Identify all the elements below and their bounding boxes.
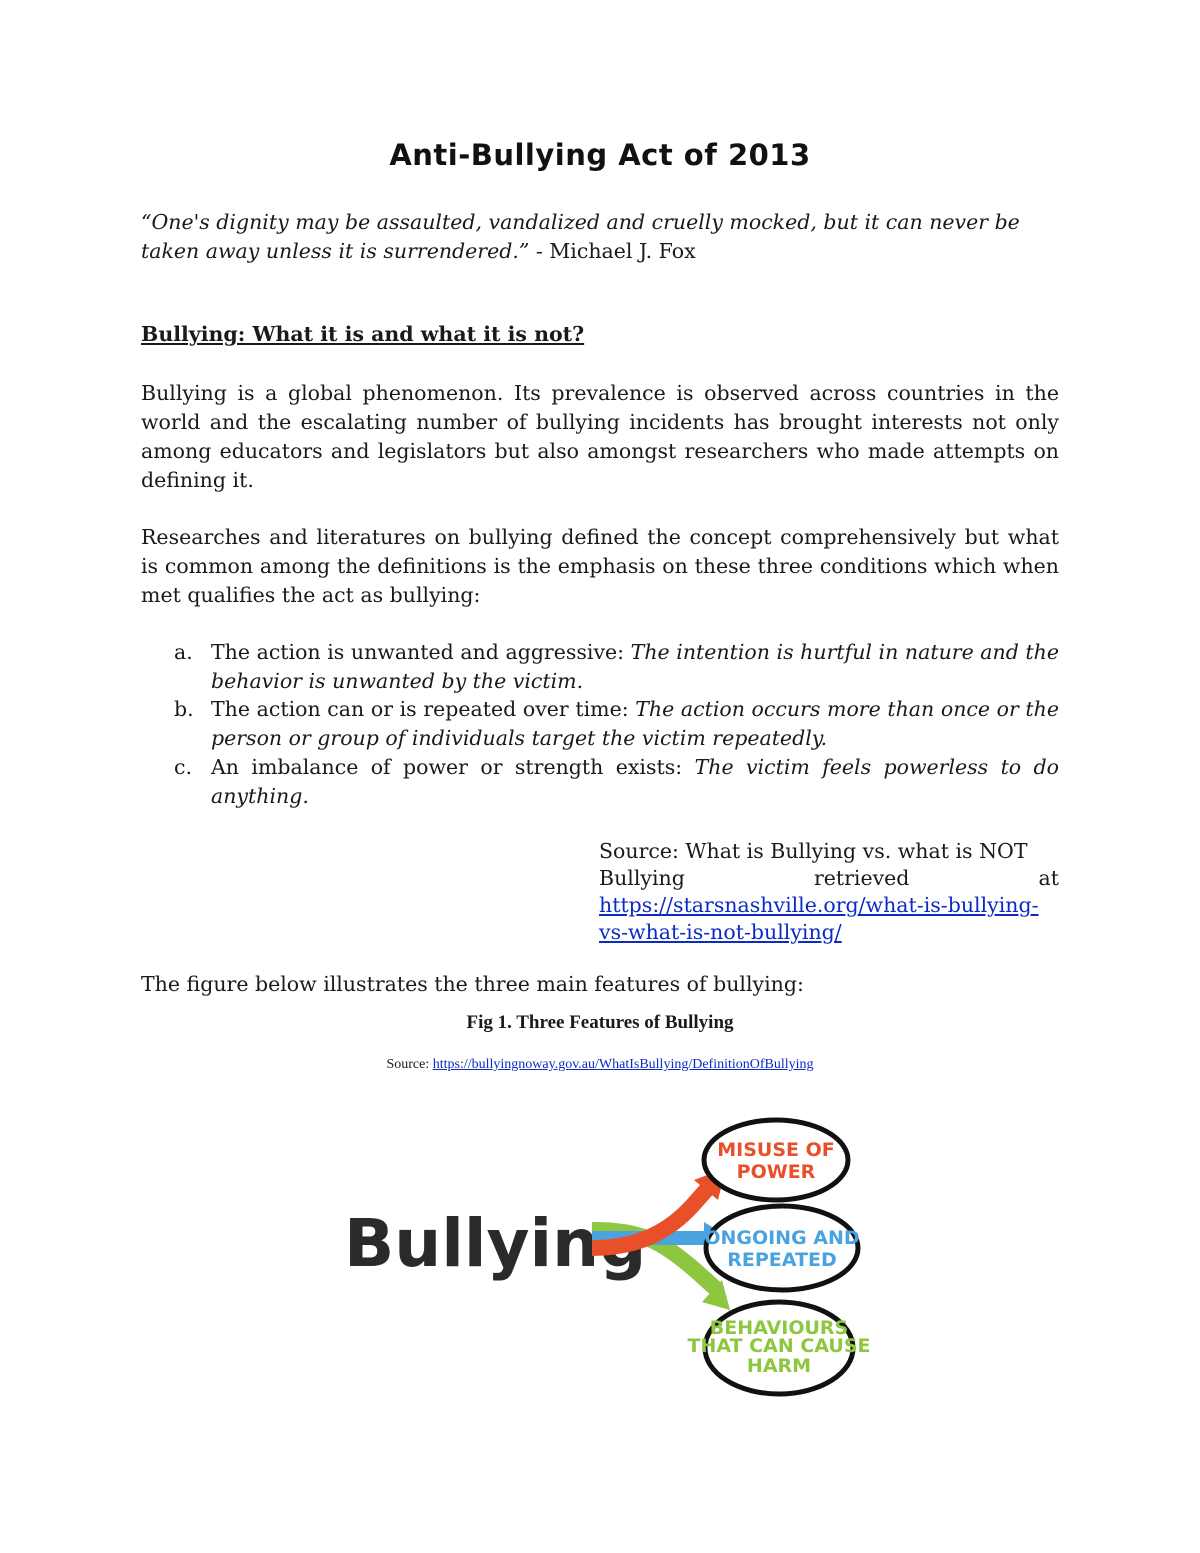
source-link[interactable] [599, 892, 1059, 946]
paragraph-global-phenomenon: Bullying is a global phenomenon. Its prevalence is observed across countries in the world and the escalating number of bullying incidents has brought interests not only among educators and legislators but also amongst researchers who made attempts on defining it. [141, 381, 1059, 492]
feature-bubble-ongoing-and-repeated [704, 1206, 859, 1290]
source-line-1: Source: What is Bullying vs. what is NOT [599, 839, 1028, 863]
figure-intro: The figure below illustrates the three main features of bullying: [141, 972, 804, 996]
condition-lead: An imbalance of power or strength exists: [211, 754, 695, 779]
condition-detail: The action occurs more than once or the person or group of individuals target the victim repeatedly. [211, 697, 1059, 751]
feature-bubble-behaviours-that-can-cause-harm [688, 1302, 871, 1394]
condition-lead: The action is unwanted and aggressive: [211, 640, 631, 664]
diagram-word: Bullying [344, 1205, 647, 1282]
list-marker: a. [174, 640, 193, 664]
opening-quote [141, 208, 1059, 266]
feature-1-line-2: POWER [736, 1161, 816, 1183]
section-heading: Bullying: What it is and what it is not? [141, 322, 585, 346]
quote-text: “One's dignity may be assaulted, vandalized and cruelly mocked, but it can never be taken away unless it is surrendered.” [141, 210, 1020, 263]
list-marker: b. [174, 697, 194, 722]
feature-3-line-2: THAT CAN CAUSE [687, 1335, 870, 1357]
figure-caption: Fig 1. Three Features of Bullying [466, 1012, 734, 1033]
feature-3-line-1: BEHAVIOURS [709, 1317, 849, 1339]
condition-item [141, 695, 1059, 752]
source-link-part-1[interactable]: https://starsnashville.org/what-is-bullying- [599, 893, 1039, 917]
conditions-list [141, 638, 1059, 810]
source-word-retrieved: retrieved [813, 866, 910, 890]
condition-item [141, 638, 1059, 695]
figure-source-label: Source: [386, 1057, 433, 1072]
feature-2-line-1: ONGOING AND [704, 1227, 860, 1249]
condition-lead: The action can or is repeated over time: [211, 697, 636, 722]
figure-source [0, 1057, 1200, 1073]
feature-bubble-misuse-of-power [704, 1120, 848, 1200]
list-marker: c. [174, 754, 192, 779]
source-word-at: at [1038, 866, 1059, 890]
bullying-features-diagram [330, 1110, 870, 1400]
figure-source-link[interactable]: https://bullyingnoway.gov.au/WhatIsBullying/DefinitionOfBullying [432, 1057, 814, 1072]
condition-item [141, 753, 1059, 810]
feature-2-line-2: REPEATED [727, 1249, 837, 1271]
paragraph-definitions: Researches and literatures on bullying defined the concept comprehensively but what is common among the definitions is the emphasis on these three conditions which when met qualifies the act as bullying: [141, 525, 1059, 607]
feature-1-line-1: MISUSE OF [717, 1139, 835, 1161]
source-note [599, 838, 1059, 946]
source-word-bullying: Bullying [599, 866, 685, 890]
condition-detail: The victim feels powerless to do anything. [211, 754, 1059, 808]
feature-3-line-3: HARM [746, 1355, 812, 1377]
source-link-part-2[interactable]: vs-what-is-not-bullying/ [599, 920, 842, 944]
source-line-2 [599, 865, 1059, 892]
quote-author: - Michael J. Fox [529, 239, 696, 263]
condition-detail: The intention is hurtful in nature and the behavior is unwanted by the victim. [211, 640, 1059, 693]
document-title: Anti-Bullying Act of 2013 [389, 138, 811, 172]
